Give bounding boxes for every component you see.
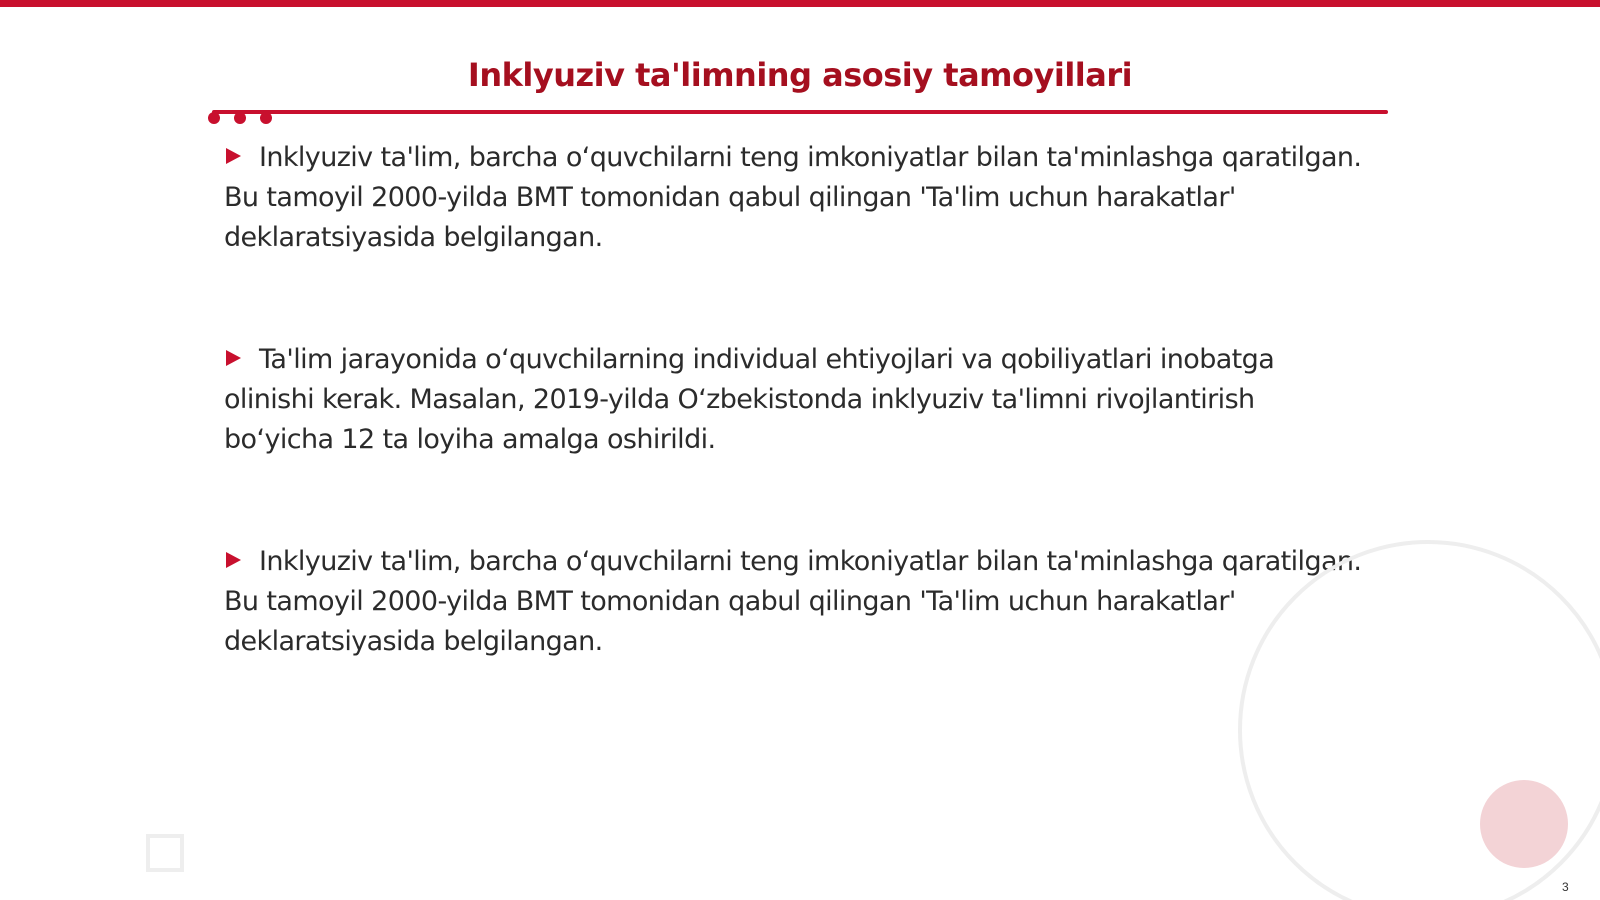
bullet-text: Ta'lim jarayonida o‘quvchilarning individual ehtiyojlari va qobiliyatlari inobatga olinishi kerak. Masalan, 2019-yilda O‘zbekistonda inklyuziv ta'limni rivojlantirish bo‘yicha 12 ta loyiha amalga oshirildi. xyxy=(224,344,1275,455)
rule-dot-icon xyxy=(260,112,272,124)
title-underline xyxy=(212,110,1388,114)
triangle-right-icon xyxy=(226,552,241,568)
bullet-item xyxy=(224,542,1364,662)
bullet-text: Inklyuziv ta'lim, barcha o‘quvchilarni teng imkoniyatlar bilan ta'minlashga qaratilgan. Bu tamoyil 2000-yilda BMT tomonidan qabul qilingan 'Ta'lim uchun harakatlar' deklaratsiyasida belgilangan. xyxy=(224,546,1362,657)
bullet-item xyxy=(224,138,1364,258)
decorative-square xyxy=(146,834,184,872)
rule-dot-icon xyxy=(234,112,246,124)
bullet-list xyxy=(224,138,1364,744)
rule-dot-icon xyxy=(208,112,220,124)
triangle-right-icon xyxy=(226,148,241,164)
top-accent-bar xyxy=(0,0,1600,7)
bullet-item xyxy=(224,340,1364,460)
bullet-text: Inklyuziv ta'lim, barcha o‘quvchilarni teng imkoniyatlar bilan ta'minlashga qaratilgan. Bu tamoyil 2000-yilda BMT tomonidan qabul qilingan 'Ta'lim uchun harakatlar' deklaratsiyasida belgilangan. xyxy=(224,142,1362,253)
decorative-circle xyxy=(1480,780,1568,868)
slide-number: 3 xyxy=(1562,880,1569,894)
slide-title: Inklyuziv ta'limning asosiy tamoyillari xyxy=(467,56,1133,94)
triangle-right-icon xyxy=(226,350,241,366)
